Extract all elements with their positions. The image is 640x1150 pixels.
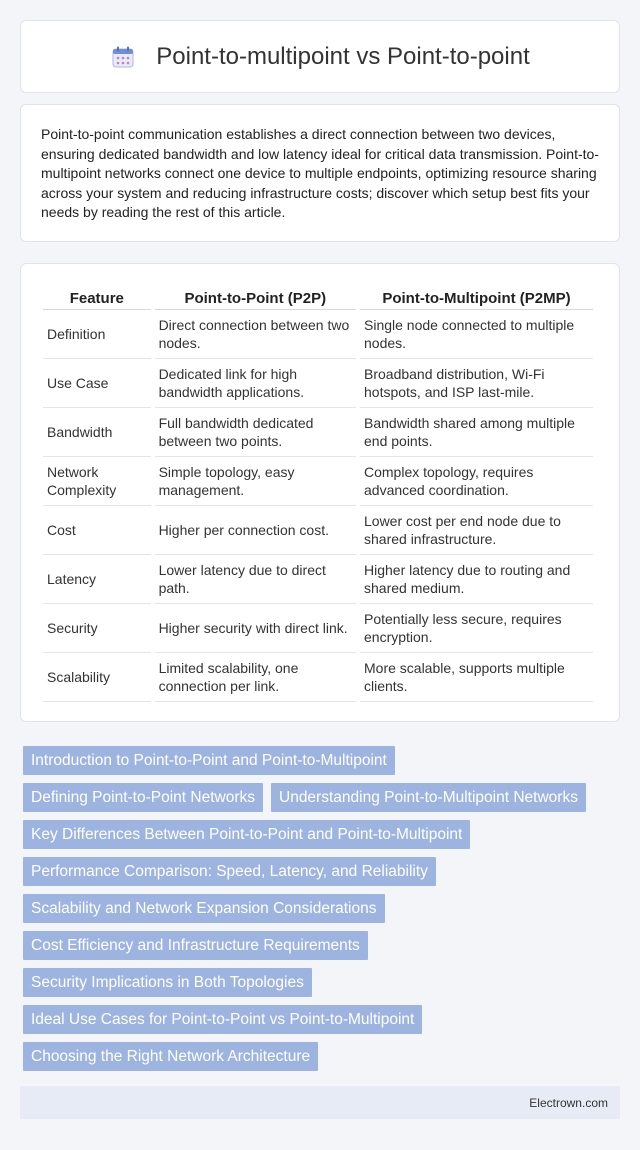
table-cell-p2p: Full bandwidth dedicated between two points. [155, 408, 356, 457]
table-row [43, 457, 593, 506]
table-header-p2p: Point-to-Point (P2P) [155, 284, 356, 310]
table-cell-p2mp: Complex topology, requires advanced coordination. [360, 457, 593, 506]
link-row [23, 820, 623, 849]
table-cell-feature: Network Complexity [43, 457, 151, 506]
table-cell-p2mp: More scalable, supports multiple clients. [360, 653, 593, 702]
table-cell-p2p: Higher per connection cost. [155, 506, 356, 555]
link-performance-comparison[interactable]: Performance Comparison: Speed, Latency, and Reliability [23, 857, 436, 886]
table-cell-feature: Use Case [43, 359, 151, 408]
table-cell-p2mp: Higher latency due to routing and shared medium. [360, 555, 593, 604]
table-cell-p2mp: Lower cost per end node due to shared infrastructure. [360, 506, 593, 555]
link-defining-p2p[interactable]: Defining Point-to-Point Networks [23, 783, 263, 812]
table-cell-p2p: Higher security with direct link. [155, 604, 356, 653]
calendar-icon [110, 44, 136, 70]
related-links [23, 746, 623, 1079]
table-cell-feature: Security [43, 604, 151, 653]
header-card [20, 20, 620, 93]
table-cell-p2mp: Broadband distribution, Wi-Fi hotspots, and ISP last-mile. [360, 359, 593, 408]
table-cell-feature: Scalability [43, 653, 151, 702]
table-cell-p2mp: Potentially less secure, requires encryption. [360, 604, 593, 653]
link-row [23, 857, 623, 886]
link-key-differences[interactable]: Key Differences Between Point-to-Point and Point-to-Multipoint [23, 820, 470, 849]
link-row [23, 931, 623, 960]
table-header-p2mp: Point-to-Multipoint (P2MP) [360, 284, 593, 310]
table-row [43, 555, 593, 604]
comparison-table-card [20, 263, 620, 722]
table-cell-p2p: Lower latency due to direct path. [155, 555, 356, 604]
table-cell-p2p: Direct connection between two nodes. [155, 310, 356, 359]
intro-paragraph: Point-to-point communication establishes a direct connection between two devices, ensuring dedicated bandwidth and low latency ideal for critical data transmission. Point-to-multipoint networks connect one device to multiple endpoints, optimizing resource sharing across your system and reducing infrastructure costs; discover which setup best fits your needs by reading the rest of this article. [41, 126, 599, 220]
link-choosing-architecture[interactable]: Choosing the Right Network Architecture [23, 1042, 318, 1071]
comparison-table [39, 284, 597, 702]
table-cell-feature: Definition [43, 310, 151, 359]
link-cost-efficiency[interactable]: Cost Efficiency and Infrastructure Requirements [23, 931, 368, 960]
table-cell-p2p: Limited scalability, one connection per link. [155, 653, 356, 702]
table-header-feature: Feature [43, 284, 151, 310]
link-row [23, 746, 623, 775]
link-scalability[interactable]: Scalability and Network Expansion Considerations [23, 894, 385, 923]
table-row [43, 310, 593, 359]
link-understanding-p2mp[interactable]: Understanding Point-to-Multipoint Networks [271, 783, 586, 812]
table-cell-p2mp: Single node connected to multiple nodes. [360, 310, 593, 359]
table-row [43, 604, 593, 653]
table-cell-feature: Cost [43, 506, 151, 555]
table-header-row [43, 284, 593, 310]
link-row [23, 783, 623, 812]
table-cell-p2p: Dedicated link for high bandwidth applications. [155, 359, 356, 408]
table-cell-feature: Bandwidth [43, 408, 151, 457]
table-row [43, 506, 593, 555]
table-row [43, 653, 593, 702]
link-row [23, 894, 623, 923]
footer [20, 1086, 620, 1119]
intro-card [20, 104, 620, 242]
table-cell-feature: Latency [43, 555, 151, 604]
table-row [43, 359, 593, 408]
page-title: Point-to-multipoint vs Point-to-point [156, 42, 530, 70]
link-row [23, 1005, 623, 1034]
table-cell-p2mp: Bandwidth shared among multiple end points. [360, 408, 593, 457]
table-row [43, 408, 593, 457]
link-security-implications[interactable]: Security Implications in Both Topologies [23, 968, 312, 997]
link-ideal-use-cases[interactable]: Ideal Use Cases for Point-to-Point vs Point-to-Multipoint [23, 1005, 422, 1034]
link-row [23, 968, 623, 997]
link-row [23, 1042, 623, 1071]
table-cell-p2p: Simple topology, easy management. [155, 457, 356, 506]
footer-brand[interactable]: Electrown.com [529, 1095, 608, 1110]
link-introduction[interactable]: Introduction to Point-to-Point and Point-to-Multipoint [23, 746, 395, 775]
